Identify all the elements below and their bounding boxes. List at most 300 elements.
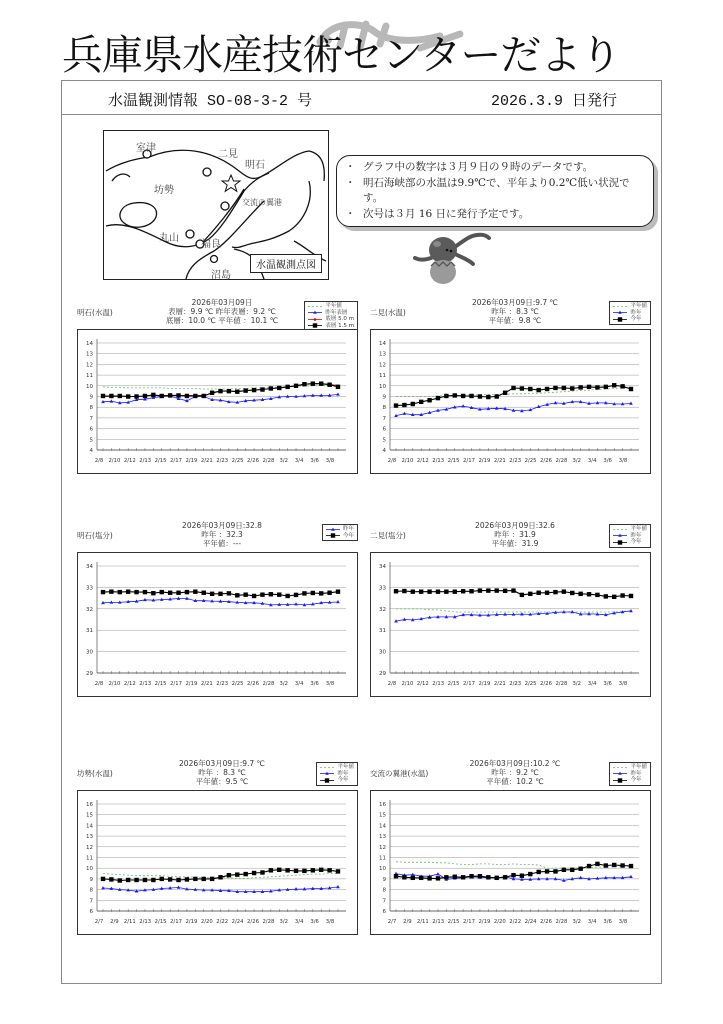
legend-marker xyxy=(313,324,317,328)
chart-header-line: 2026年03月09日 xyxy=(191,298,253,307)
data-point xyxy=(511,386,515,390)
data-point xyxy=(453,393,457,397)
chart-plot-frame xyxy=(370,790,651,935)
y-tick-label: 14 xyxy=(86,341,93,347)
legend-swatch xyxy=(613,533,627,538)
legend-swatch xyxy=(613,527,627,532)
x-tick-label: 2/21 xyxy=(493,681,506,687)
y-tick-label: 5 xyxy=(382,437,386,444)
data-point xyxy=(629,875,633,878)
x-tick-label: 3/2 xyxy=(279,458,289,464)
data-point xyxy=(553,386,557,390)
y-tick-label: 8 xyxy=(89,887,93,894)
x-tick-label: 2/12 xyxy=(416,458,429,464)
data-point xyxy=(478,874,482,878)
data-point xyxy=(427,589,431,593)
data-point xyxy=(285,868,289,872)
data-point xyxy=(302,591,306,595)
chart-plot-frame xyxy=(370,329,651,474)
y-tick-label: 16 xyxy=(379,802,386,808)
data-point xyxy=(118,590,122,594)
x-tick-label: 2/28 xyxy=(555,458,568,464)
legend-marker xyxy=(325,778,329,782)
data-point xyxy=(629,402,633,405)
data-point xyxy=(520,873,524,877)
data-point xyxy=(210,877,214,881)
data-point xyxy=(478,588,482,592)
data-point xyxy=(620,384,624,388)
x-tick-label: 3/4 xyxy=(587,458,597,464)
y-tick-label: 12 xyxy=(86,362,93,369)
data-point xyxy=(185,394,189,398)
data-point xyxy=(177,886,181,889)
x-tick-label: 2/22 xyxy=(216,919,229,925)
data-point xyxy=(528,872,532,876)
series-tri xyxy=(101,597,340,607)
x-tick-label: 2/15 xyxy=(154,681,167,687)
page-title: 兵庫県水産技術センターだより xyxy=(62,31,621,79)
y-tick-label: 13 xyxy=(86,834,93,841)
x-tick-label: 2/11 xyxy=(123,919,136,925)
x-tick-label: 2/20 xyxy=(200,919,213,925)
legend-entry xyxy=(613,316,647,323)
data-point xyxy=(578,867,582,871)
chart-header-line: 2026年03月09日:32.8 xyxy=(182,521,262,530)
chart-header xyxy=(137,521,307,548)
y-tick-label: 8 xyxy=(382,887,386,894)
y-tick-label: 31 xyxy=(379,628,386,635)
data-point xyxy=(193,589,197,593)
x-tick-label: 2/19 xyxy=(478,681,491,687)
y-tick-label: 34 xyxy=(379,564,386,570)
x-tick-label: 2/24 xyxy=(524,919,537,925)
x-tick-label: 2/15 xyxy=(154,919,167,925)
x-tick-label: 3/8 xyxy=(325,458,335,464)
y-tick-label: 9 xyxy=(89,876,93,883)
y-tick-label: 6 xyxy=(382,426,386,433)
data-point xyxy=(202,591,206,595)
data-point xyxy=(126,878,130,882)
legend-label: 今年 xyxy=(342,532,354,539)
data-point xyxy=(243,388,247,392)
data-point xyxy=(536,388,540,392)
legend-label: 昨年 xyxy=(630,770,642,777)
x-tick-label: 2/10 xyxy=(401,681,414,687)
chart-akashi-temp xyxy=(77,296,358,474)
data-point xyxy=(461,394,465,398)
data-point xyxy=(469,874,473,878)
data-point xyxy=(444,394,448,398)
x-tick-label: 2/26 xyxy=(247,919,259,925)
chart-header-line: 昨年 ：32.3 xyxy=(201,530,243,539)
x-tick-label: 3/2 xyxy=(572,681,582,687)
data-point xyxy=(419,589,423,593)
y-tick-label: 7 xyxy=(382,415,386,422)
x-tick-label: 2/8 xyxy=(94,681,104,687)
legend-swatch xyxy=(613,540,627,545)
legend-swatch xyxy=(308,317,322,322)
data-point xyxy=(327,591,331,595)
chart-header-line: 2026年03月09日:32.6 xyxy=(475,521,555,530)
y-tick-label: 14 xyxy=(86,823,93,830)
y-tick-label: 14 xyxy=(379,823,386,830)
legend-swatch xyxy=(320,771,334,776)
data-point xyxy=(327,383,331,387)
data-point xyxy=(202,877,206,881)
data-point xyxy=(134,590,138,594)
chart-legend xyxy=(609,301,651,325)
data-point xyxy=(185,877,189,881)
y-tick-label: 9 xyxy=(382,394,386,401)
x-tick-label: 2/13 xyxy=(139,458,152,464)
chart-svg xyxy=(371,553,649,695)
x-tick-label: 2/9 xyxy=(403,919,412,925)
data-point xyxy=(402,403,406,407)
chart-plot-frame xyxy=(77,790,358,935)
data-point xyxy=(528,387,532,391)
chart-header-line: 平年値：9.8 ℃ xyxy=(488,316,542,325)
series-sq xyxy=(101,589,340,598)
x-tick-label: 2/28 xyxy=(262,919,275,925)
chart-header-line: 平年値：--- xyxy=(202,539,242,548)
data-point xyxy=(134,878,138,882)
data-point xyxy=(461,589,465,593)
x-tick-label: 2/26 xyxy=(540,681,552,687)
data-point xyxy=(402,589,406,593)
grid xyxy=(390,804,639,911)
data-point xyxy=(336,869,340,873)
data-point xyxy=(578,592,582,596)
x-tick-label: 2/8 xyxy=(387,458,397,464)
station-label: 二見(水温) xyxy=(370,308,406,317)
x-tick-label: 3/4 xyxy=(587,681,597,687)
x-tick-label: 2/24 xyxy=(231,919,244,925)
chart-koryu-temp xyxy=(370,758,651,935)
x-tick-label: 2/17 xyxy=(170,681,182,687)
x-tick-label: 2/7 xyxy=(387,919,397,925)
legend-marker xyxy=(314,318,317,321)
data-point xyxy=(143,590,147,594)
data-point xyxy=(629,864,633,868)
x-tick-label: 2/21 xyxy=(493,458,506,464)
data-point xyxy=(436,589,440,593)
data-point xyxy=(503,391,507,395)
map-label-akashi: 明石 xyxy=(245,160,265,171)
y-tick-label: 10 xyxy=(379,866,386,873)
data-point xyxy=(336,385,340,389)
y-tick-label: 15 xyxy=(379,812,386,819)
legend-entry xyxy=(320,777,354,784)
data-point xyxy=(168,393,172,397)
station-label: 明石(水温) xyxy=(77,308,113,317)
note-item: ・ 明石海峡部の水温は9.9℃で、平年より0.2℃低い状況です。 xyxy=(345,176,645,207)
y-tick-label: 15 xyxy=(86,812,93,819)
y-tick-label: 10 xyxy=(379,383,386,390)
data-point xyxy=(486,875,490,879)
y-tick-label: 16 xyxy=(86,802,93,808)
x-tick-label: 2/26 xyxy=(247,681,259,687)
data-point xyxy=(444,875,448,879)
data-point xyxy=(612,383,616,387)
x-tick-label: 2/17 xyxy=(463,458,475,464)
legend-label: 昨年 xyxy=(342,526,354,532)
legend-label: 底層 5.0 m xyxy=(325,316,354,322)
data-point xyxy=(604,863,608,867)
chart-legend xyxy=(316,762,358,786)
x-tick-label: 3/4 xyxy=(587,919,597,925)
data-point xyxy=(277,868,281,872)
x-tick-label: 2/23 xyxy=(509,458,522,464)
legend-swatch xyxy=(613,310,627,315)
chart-plot-frame xyxy=(77,329,358,474)
x-tick-label: 3/4 xyxy=(294,681,304,687)
x-tick-label: 2/12 xyxy=(123,681,136,687)
x-tick-label: 2/15 xyxy=(447,681,460,687)
data-point xyxy=(302,382,306,386)
chart-legend xyxy=(322,524,358,541)
data-point xyxy=(587,864,591,868)
data-point xyxy=(143,394,147,398)
x-tick-label: 2/17 xyxy=(170,458,182,464)
x-tick-label: 3/8 xyxy=(618,458,628,464)
data-point xyxy=(336,600,340,603)
data-point xyxy=(461,404,465,407)
chart-header xyxy=(430,298,600,325)
chart-legend xyxy=(304,301,358,331)
data-point xyxy=(411,589,415,593)
data-point xyxy=(402,875,406,879)
legend-swatch xyxy=(308,323,322,328)
data-point xyxy=(319,868,323,872)
data-point xyxy=(294,869,298,873)
chart-header-line: 昨年 ：9.2 ℃ xyxy=(491,768,539,777)
legend-label: 昨年 xyxy=(630,309,642,316)
data-point xyxy=(545,869,549,873)
y-tick-label: 12 xyxy=(86,844,93,851)
legend-swatch xyxy=(613,771,627,776)
y-tick-label: 29 xyxy=(86,671,93,677)
data-point xyxy=(536,591,540,595)
data-point xyxy=(109,877,113,881)
legend-swatch xyxy=(320,765,334,770)
legend-label: 今年 xyxy=(630,777,642,783)
data-point xyxy=(176,591,180,595)
legend-marker xyxy=(618,317,622,321)
x-tick-label: 3/2 xyxy=(279,681,289,687)
chart-svg xyxy=(371,330,649,472)
x-tick-label: 3/6 xyxy=(603,681,612,687)
data-point xyxy=(235,593,239,597)
data-point xyxy=(620,863,624,867)
y-tick-label: 4 xyxy=(382,448,386,454)
legend-swatch xyxy=(613,778,627,783)
data-point xyxy=(252,871,256,875)
x-tick-label: 2/17 xyxy=(463,919,475,925)
x-tick-label: 3/8 xyxy=(325,681,335,687)
legend-label: 今年 xyxy=(630,539,642,545)
data-point xyxy=(453,875,457,879)
x-tick-label: 2/12 xyxy=(123,458,136,464)
station-label: 交流の翼港(水温) xyxy=(370,769,429,778)
series-line xyxy=(396,609,631,612)
data-point xyxy=(419,400,423,404)
data-point xyxy=(210,592,214,596)
x-tick-label: 2/13 xyxy=(139,681,152,687)
x-tick-label: 2/10 xyxy=(108,681,121,687)
data-point xyxy=(168,591,172,595)
chart-svg xyxy=(371,791,649,933)
x-tick-label: 3/4 xyxy=(294,919,304,925)
data-point xyxy=(311,868,315,872)
data-point xyxy=(629,387,633,391)
data-point xyxy=(453,589,457,593)
x-tick-label: 2/13 xyxy=(432,919,445,925)
data-point xyxy=(160,590,164,594)
data-point xyxy=(336,885,340,888)
x-tick-label: 2/8 xyxy=(94,458,104,464)
data-point xyxy=(511,588,515,592)
x-tick-label: 2/25 xyxy=(524,458,537,464)
data-point xyxy=(151,878,155,882)
x-tick-label: 2/15 xyxy=(154,458,167,464)
data-point xyxy=(562,868,566,872)
x-tick-label: 2/28 xyxy=(555,681,568,687)
data-point xyxy=(168,877,172,881)
data-point xyxy=(227,591,231,595)
chart-header-line: 昨年 ：8.3 ℃ xyxy=(198,768,246,777)
data-point xyxy=(469,589,473,593)
data-point xyxy=(486,588,490,592)
data-point xyxy=(553,869,557,873)
legend-label: 平年値 xyxy=(325,303,342,309)
data-point xyxy=(143,878,147,882)
chart-futami-temp xyxy=(370,296,651,474)
data-point xyxy=(336,392,340,395)
data-point xyxy=(277,592,281,596)
legend-swatch xyxy=(308,304,322,309)
x-tick-label: 2/13 xyxy=(139,919,152,925)
data-point xyxy=(394,874,398,878)
map-caption: 水温観測点図 xyxy=(250,254,322,273)
map-label-nushima: 沼島 xyxy=(211,270,231,281)
data-point xyxy=(595,593,599,597)
legend-entry xyxy=(613,777,647,784)
data-point xyxy=(469,394,473,398)
grid xyxy=(390,566,639,673)
data-point xyxy=(587,592,591,596)
data-point xyxy=(260,870,264,874)
data-point xyxy=(394,589,398,593)
legend-marker xyxy=(331,534,335,538)
x-tick-label: 2/15 xyxy=(447,458,460,464)
x-tick-label: 2/25 xyxy=(231,458,244,464)
data-point xyxy=(260,387,264,391)
data-point xyxy=(604,385,608,389)
data-point xyxy=(101,877,105,881)
station-label: 二見(塩分) xyxy=(370,531,406,540)
bulletin-header xyxy=(62,81,661,115)
legend-swatch xyxy=(613,765,627,770)
map-label-futami: 二見 xyxy=(218,149,238,160)
x-tick-label: 2/26 xyxy=(540,458,552,464)
data-point xyxy=(185,590,189,594)
data-point xyxy=(311,381,315,385)
y-tick-label: 4 xyxy=(89,448,93,454)
data-point xyxy=(495,406,499,409)
data-point xyxy=(562,386,566,390)
chart-header xyxy=(430,759,600,786)
data-point xyxy=(578,385,582,389)
data-point xyxy=(218,875,222,879)
y-tick-label: 14 xyxy=(379,341,386,347)
chart-svg xyxy=(78,791,356,933)
chart-header-line: 底層：10.0 ℃ 平年値 ：10.1 ℃ xyxy=(165,316,279,325)
chart-header-line: 表層：9.9 ℃ 昨年表層：9.2 ℃ xyxy=(168,307,276,316)
x-tick-label: 3/6 xyxy=(603,919,612,925)
data-point xyxy=(243,592,247,596)
legend-marker xyxy=(618,540,622,544)
y-tick-label: 33 xyxy=(379,585,386,592)
x-tick-label: 2/23 xyxy=(216,681,229,687)
chart-header-line: 平年値：9.5 ℃ xyxy=(195,777,249,786)
x-tick-label: 2/17 xyxy=(463,681,475,687)
legend-entry xyxy=(613,539,647,546)
chart-header-line: 昨年 ：31.9 xyxy=(494,530,536,539)
data-point xyxy=(444,589,448,593)
y-tick-label: 7 xyxy=(89,415,93,422)
x-tick-label: 3/2 xyxy=(572,919,582,925)
data-point xyxy=(285,594,289,598)
data-point xyxy=(411,402,415,406)
chart-header-line: 2026年03月09日:9.7 ℃ xyxy=(179,759,265,768)
chart-futami-salinity xyxy=(370,522,651,697)
data-point xyxy=(210,391,214,395)
x-tick-label: 2/7 xyxy=(94,919,104,925)
data-point xyxy=(227,389,231,393)
x-tick-label: 3/4 xyxy=(294,458,304,464)
data-point xyxy=(311,591,315,595)
data-point xyxy=(620,593,624,597)
station-label: 明石(塩分) xyxy=(77,531,113,540)
legend-swatch xyxy=(613,304,627,309)
data-point xyxy=(252,594,256,598)
data-point xyxy=(503,875,507,879)
y-tick-label: 34 xyxy=(86,564,93,570)
data-point xyxy=(570,386,574,390)
data-point xyxy=(202,394,206,398)
octopus-mascot xyxy=(413,230,493,290)
data-point xyxy=(528,592,532,596)
legend-swatch xyxy=(320,778,334,783)
y-tick-label: 6 xyxy=(89,426,93,433)
data-point xyxy=(319,591,323,595)
data-point xyxy=(235,872,239,876)
legend-label: 平年値 xyxy=(337,764,354,770)
data-point xyxy=(193,394,197,398)
x-tick-label: 2/12 xyxy=(416,681,429,687)
bulletin-number: 水温観測情報 SO-08-3-2 号 xyxy=(108,93,313,110)
y-tick-label: 13 xyxy=(86,351,93,358)
x-tick-label: 3/6 xyxy=(310,919,319,925)
data-point xyxy=(235,389,239,393)
data-point xyxy=(520,593,524,597)
data-point xyxy=(302,869,306,873)
data-point xyxy=(436,396,440,400)
data-point xyxy=(612,863,616,867)
data-point xyxy=(118,394,122,398)
x-tick-label: 2/21 xyxy=(200,681,213,687)
chart-header-line: 平年値：10.2 ℃ xyxy=(486,777,544,786)
